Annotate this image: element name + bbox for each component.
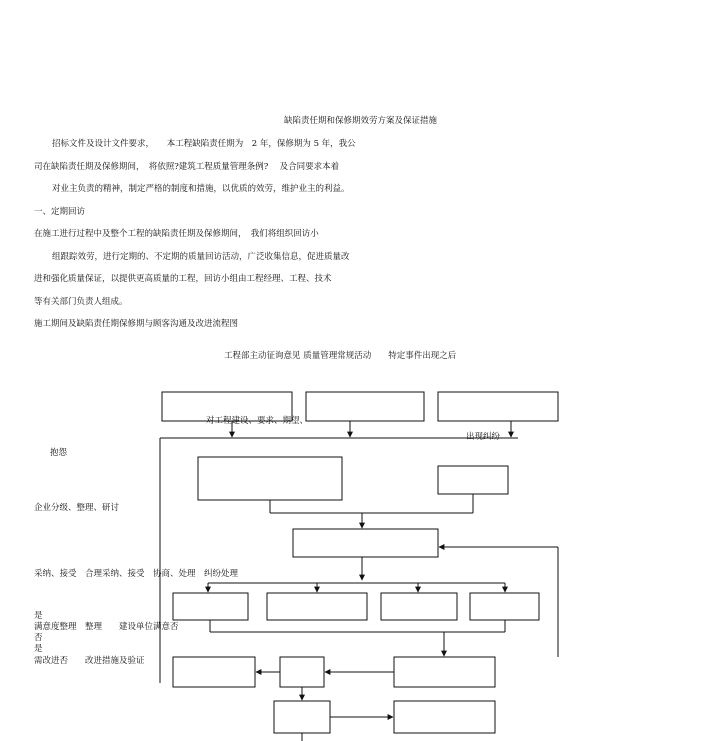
flow-label: 否 [34,633,43,643]
flow-box [438,392,558,421]
paragraph-line: 司在缺陷责任期及保修期间， 将依照?建筑工程质量管理条例? 及合同要求本着 [34,162,340,172]
paragraph-line: 对业主负责的精神，制定严格的制度和措施，以优质的效劳，维护业主的利益。 [52,184,350,194]
paragraph-line: 等有关部门负责人组成。 [34,297,128,307]
flow-box [381,593,457,620]
flow-label: 是 [34,644,43,654]
flow-label: 对工程建设、要求、期望、 [206,416,309,426]
paragraph-line: 进和强化质量保证，以提供更高质量的工程，回访小组由工程经理、工程、技术 [34,274,332,284]
flow-box [394,657,495,687]
flow-box [274,701,330,733]
flow-box [173,657,255,687]
flow-box [267,593,367,620]
paragraph-line: 在施工进行过程中及整个工程的缺陷责任期及保修期间， 我们将组织回访小 [34,229,319,239]
flowchart-caption: 施工期间及缺陷责任期保修期与顾客沟通及改进流程图 [34,319,239,329]
paragraph-line: 组跟踪效劳，进行定期的、不定期的质量回访活动，广泛收集信息，促进质量改 [52,252,350,262]
flow-label: 是 [34,611,43,621]
flow-box [173,593,248,620]
flow-label: 出现纠纷 [466,432,501,442]
flow-label: 采纳、接受 合理采纳、接受 协商、处理 纠纷处理 [34,569,239,579]
paragraph-line: 招标文件及设计文件要求， 本工程缺陷责任期为 2 年，保修期为 5 年，我公 [52,139,356,149]
flow-label: 企业分级、整理、研讨 [34,503,120,513]
flow-box [470,593,539,620]
flow-box [394,701,495,733]
document-title: 缺陷责任期和保修期效劳方案及保证措施 [284,116,438,126]
flow-box [438,466,508,494]
flow-label: 需改进否 改进措施及验证 [34,656,145,666]
flow-box [198,457,342,500]
flow-box [306,392,424,421]
section-heading: 一、定期回访 [34,207,86,217]
flow-label: 满意度整理 整理 建设单位满意否 [34,622,179,632]
flow-label: 抱怨 [50,448,68,458]
flow-box [280,657,324,687]
flowchart-header: 工程部主动征询意见 质量管理常规活动 特定事件出现之后 [224,351,457,361]
flow-box [293,529,438,557]
